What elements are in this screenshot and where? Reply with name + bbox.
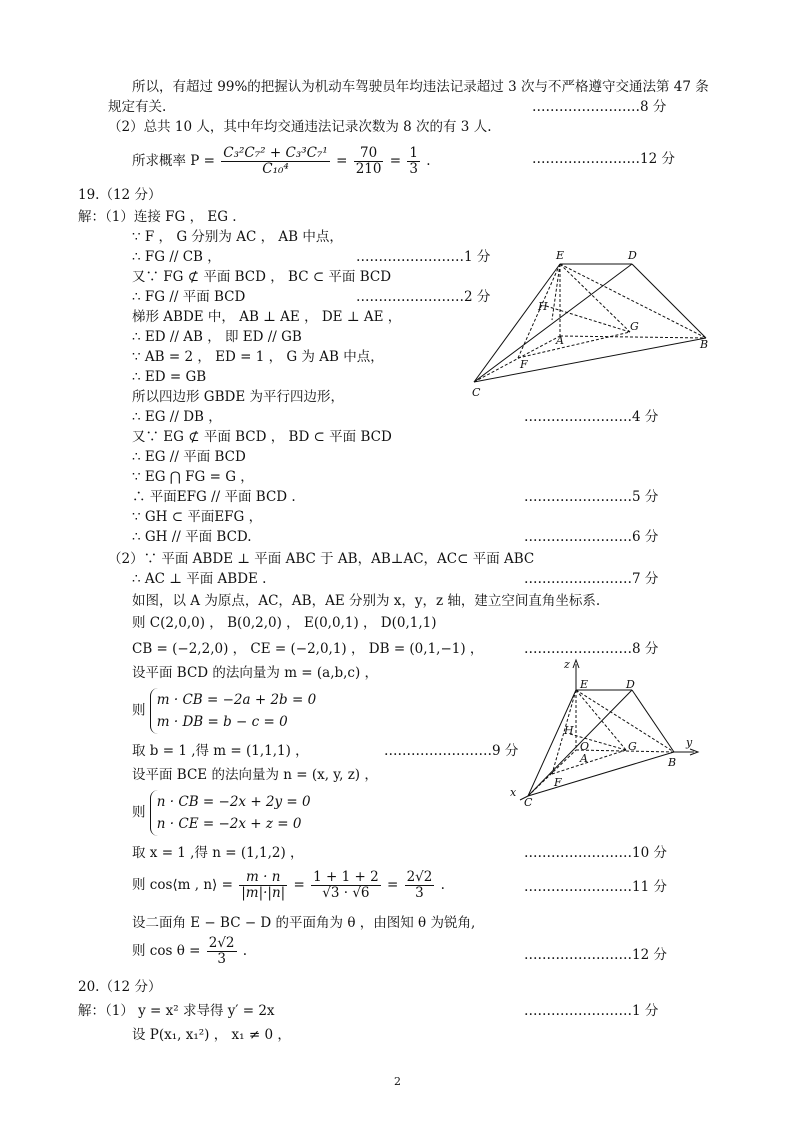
edge-CE [474, 264, 560, 382]
cos-den3: 3 [415, 885, 424, 901]
score-12a: ……………………12 分 [532, 151, 675, 167]
prob-mid-num: 70 [354, 146, 384, 162]
cos-frac-2 [311, 870, 381, 901]
score-6: ……………………6 分 [524, 529, 659, 545]
cos-formula: 则 cos⟨m , n⟩ = $\frac{m \cdot n}{|m|\cdot|n|}$ = $\frac{1 + 1 + 2}{√3 \cdot √6}$ = $\frac{2√2}{3}$ . [132, 869, 445, 901]
prob-fraction-3 [407, 146, 420, 177]
q19-line: ∴ EG // 平面 BCD [132, 449, 246, 465]
sys2-brace [150, 790, 311, 836]
intro-line-2: 规定有关. [108, 99, 167, 115]
prob-fraction-2 [354, 146, 384, 177]
edge-CB [474, 338, 709, 382]
fig1-label-D: D [628, 249, 637, 262]
q20-line-1: 解：（1） y = x² 求导得 y′ = 2x [78, 1003, 275, 1019]
edge-FG [518, 332, 630, 358]
take-x-line: 取 x = 1 ,得 n = (1,1,2) ， [132, 845, 304, 861]
page-number: 2 [394, 1075, 401, 1088]
q19-line: ∴ GH // 平面 BCD. [132, 529, 252, 545]
edge2-FG [552, 750, 626, 774]
edge2-EB [576, 690, 674, 752]
fig2-label-E: E [580, 678, 589, 691]
sys1-eq-b: m · DB = b − c = 0 [156, 714, 288, 730]
fig1-label-F: F [520, 358, 528, 371]
q19-line: ∴ EG // DB ， [132, 409, 222, 425]
sys1-lead: 则 [132, 702, 146, 719]
fig1-label-H: H [538, 300, 548, 313]
intro-line-1: 所以，有超过 99%的把握认为机动车驾驶员年均违法记录超过 3 次与不严格遵守交通法第 47 条 [132, 79, 709, 95]
intro-line-3: （2）总共 10 人，其中年均交通违法记录次数为 8 次的有 3 人. [108, 119, 492, 135]
q19-line: 梯形 ABDE 中， AB ⊥ AE ， DE ⊥ AE ， [132, 309, 402, 325]
fig2-label-A: A [580, 752, 588, 765]
fig2-label-D: D [626, 678, 635, 691]
score-11: ……………………11 分 [524, 879, 667, 895]
score-10: ……………………10 分 [524, 845, 667, 861]
edge2-HG [570, 734, 626, 750]
q19-part2-line: 则 C(2,0,0) ， B(0,2,0) ， E(0,0,1) ， D(0,1,1) [132, 615, 437, 631]
take-b-line: 取 b = 1 ,得 m = (1,1,1) ， [132, 743, 309, 759]
prob-den: C₁₀⁴ [262, 161, 289, 177]
sys2-eq-a: n · CB = −2x + 2y = 0 [156, 794, 311, 810]
edge-CA [474, 336, 560, 382]
fig2-label-y: y [686, 736, 693, 749]
sys2-lead: 则 [132, 804, 146, 821]
cos-theta-formula: 则 cos θ = $\frac{2√2}{3}$ . [132, 935, 248, 967]
score-9: ……………………9 分 [384, 743, 519, 759]
dihedral-line: 设二面角 E − BC − D 的平面角为 θ ，由图知 θ 为锐角, [132, 915, 476, 931]
edge2-CE [528, 690, 576, 796]
score-4: ……………………4 分 [524, 409, 659, 425]
q19-part2-line: 如图，以 A 为原点，AC，AB，AE 分别为 x，y，z 轴，建立空间直角坐标系. [132, 593, 601, 609]
q19-line: ∵ AB = 2 ， ED = 1 ， G 为 AB 中点， [132, 349, 384, 365]
cos-lead: 则 cos⟨m , n⟩ = [132, 877, 233, 893]
fig2-label-G: G [628, 740, 637, 753]
fig1-label-C: C [472, 386, 481, 399]
cos-den1: |m|·|n| [241, 885, 286, 901]
q19-sol-lead: 解：（1）连接 FG ， EG . [78, 209, 237, 225]
fig2-label-z: z [564, 658, 570, 671]
cos-theta-lead: 则 cos θ = [132, 943, 201, 959]
prob-fraction-1 [221, 146, 330, 177]
q20-header: 20.（12 分） [78, 979, 162, 995]
score-2: ……………………2 分 [356, 289, 491, 305]
q19-part2-lead: （2）∵ 平面 ABDE ⊥ 平面 ABC 于 AB，AB⊥AC，AC⊂ 平面 ABC [108, 551, 535, 567]
q19-line: ∴ ED // AB ， 即 ED // GB [132, 329, 302, 345]
fig1-label-G: G [630, 320, 639, 333]
figure-solid-1 [460, 248, 720, 400]
edge-CD [474, 264, 632, 382]
figure-solid-2 [508, 658, 708, 808]
edge-DB [632, 264, 706, 338]
cos-theta-frac [207, 936, 237, 967]
q19-line: 所以四边形 GBDE 为平行四边形， [132, 389, 344, 405]
n-lead-line: 设平面 BCE 的法向量为 n = (x, y, z) ， [132, 767, 378, 783]
q19-line: ∴ FG // CB ， [132, 249, 221, 265]
fig2-label-x: x [510, 786, 517, 799]
edge-EG [560, 264, 630, 332]
sys1-eq-a: m · CB = −2a + 2b = 0 [156, 692, 317, 708]
edge-EH [552, 264, 560, 320]
system-2 [132, 790, 311, 836]
cos-num2: 1 + 1 + 2 [313, 869, 379, 885]
fig1-label-B: B [700, 338, 709, 351]
q19-line: 又∵ EG ⊄ 平面 BCD ， BD ⊂ 平面 BCD [132, 429, 392, 445]
fig2-label-F: F [554, 776, 562, 789]
probability-formula: 所求概率 P = $\frac{\text{C₃²C₇² + C₃³C₇¹}}{\text{C₁₀⁴}}$ = $\frac{70}{210}$ = $\frac{1}{3}$ . [132, 145, 431, 177]
prob-res-den: 3 [409, 161, 418, 177]
q19-line: ∵ F ， G 分别为 AC ， AB 中点， [132, 229, 343, 245]
edge-AB [560, 336, 706, 338]
q19-line: ∴ FG // 平面 BCD [132, 289, 246, 305]
q19-line: ∴ ED = GB [132, 369, 207, 385]
fig2-label-B: B [668, 756, 677, 769]
edge2-DB [632, 690, 674, 752]
prob-mid-den: 210 [355, 161, 382, 177]
score-1: ……………………1 分 [356, 249, 491, 265]
q20-line-2: 设 P(x₁, x₁²) ， x₁ ≠ 0 ， [132, 1027, 291, 1043]
fig2-label-H: H [564, 724, 574, 737]
sys2-eq-b: n · CE = −2x + z = 0 [156, 816, 302, 832]
score-12: ……………………12 分 [524, 947, 667, 963]
q19-part2-line: ∴ AC ⊥ 平面 ABDE . [132, 571, 267, 587]
score-7: ……………………7 分 [524, 571, 659, 587]
cos-den2: √3 · √6 [322, 885, 370, 901]
system-1 [132, 688, 316, 734]
q19-line: ∵ GH ⊂ 平面EFG ， [132, 509, 263, 525]
score-8: ……………………8 分 [524, 641, 659, 657]
q19-line: ∴ 平面EFG // 平面 BCD . [132, 489, 296, 505]
cos-num3: 2√2 [406, 869, 433, 885]
q19-part2-line: CB = (−2,2,0) ， CE = (−2,0,1) ， DB = (0,1,−1) ， [132, 641, 484, 657]
q19-line: 又∵ FG ⊄ 平面 BCD ， BC ⊂ 平面 BCD [132, 269, 392, 285]
cos-num1: m · n [239, 870, 287, 886]
cos-theta-den: 3 [217, 951, 226, 967]
q19-header: 19.（12 分） [78, 187, 162, 203]
q19-line: ∵ EG ⋂ FG = G ， [132, 469, 254, 485]
sys1-brace [150, 688, 316, 734]
cos-theta-num: 2√2 [208, 935, 235, 951]
cos-frac-1 [239, 870, 287, 901]
prob-res-num: 1 [409, 145, 418, 161]
prob-lead: 所求概率 P = [132, 153, 215, 169]
fig2-label-O: O [580, 740, 590, 753]
prob-num: C₃²C₇² + C₃³C₇¹ [223, 145, 328, 161]
score-5: ……………………5 分 [524, 489, 659, 505]
score-8a: ……………………8 分 [532, 99, 667, 115]
cos-frac-3 [405, 870, 435, 901]
fig1-label-E: E [556, 249, 565, 262]
fig2-label-C: C [524, 796, 533, 809]
score-20-1: ……………………1 分 [524, 1003, 659, 1019]
fig1-label-A: A [556, 334, 564, 347]
q19-part2-line: 设平面 BCD 的法向量为 m = (a,b,c) ， [132, 665, 379, 681]
